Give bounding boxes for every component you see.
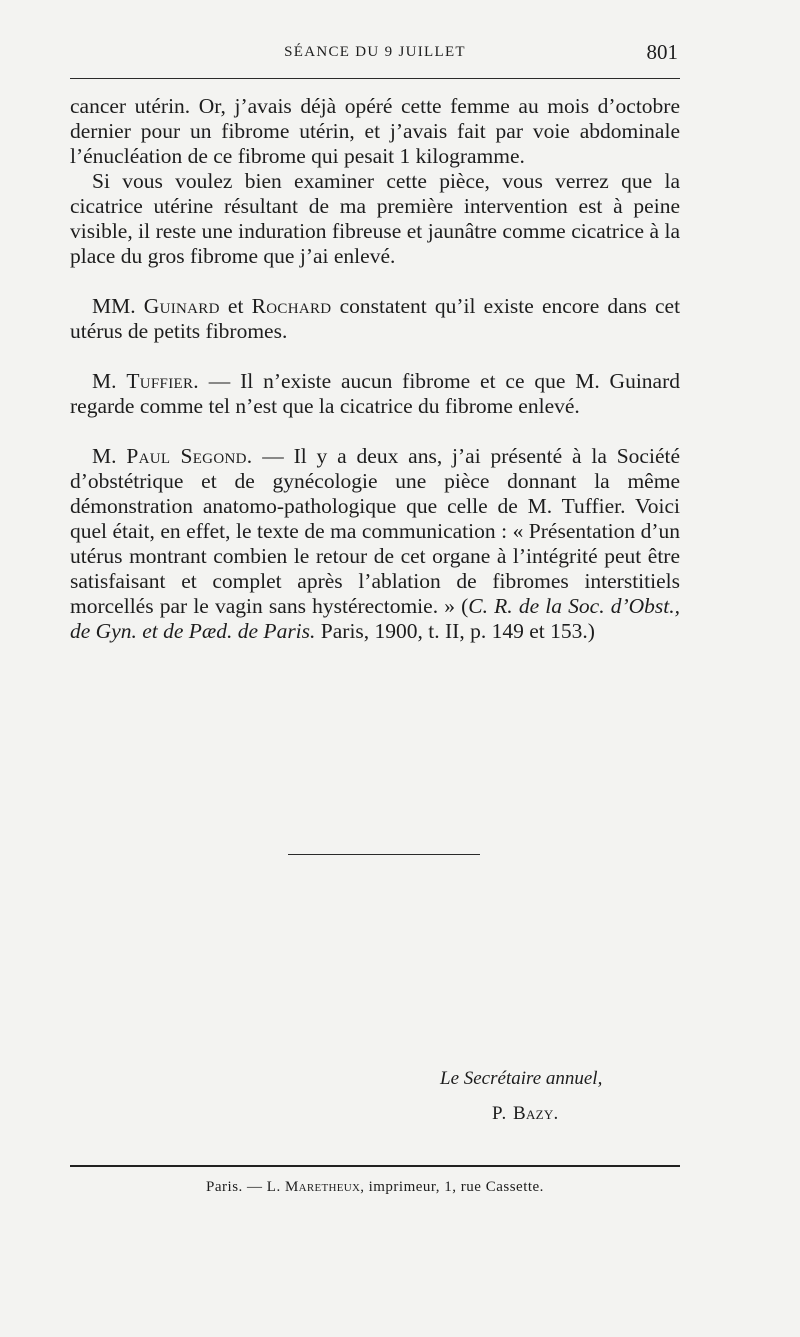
page-header: [70, 40, 680, 70]
speaker-name-guinard: Guinard: [143, 294, 220, 318]
conjunction: et: [227, 294, 244, 318]
speaker-name-segond: Paul Segond.: [126, 444, 253, 468]
printer-imprint: [70, 1179, 680, 1196]
reference-open: (: [461, 594, 469, 618]
signature-surname: Bazy.: [512, 1103, 559, 1124]
speaker-name-tuffier: Tuffier.: [126, 369, 199, 393]
imprint-printer: Maretheux,: [284, 1179, 365, 1195]
speaker-name-rochard: Rochard: [251, 294, 332, 318]
signature-block: [440, 1068, 680, 1125]
paragraph-tuffier: [70, 369, 680, 419]
signature-title: Le Secrétaire annuel,: [440, 1068, 603, 1089]
page-number: 801: [646, 40, 678, 64]
paragraph-segond: [70, 444, 680, 644]
signature-name: [440, 1103, 680, 1125]
imprint-address: imprimeur, 1, rue Cassette.: [368, 1179, 544, 1195]
section-divider: [288, 854, 480, 855]
signature-initial: P.: [492, 1103, 508, 1124]
speaker-prefix: M.: [92, 444, 117, 468]
paragraph-text: — Il n’existe aucun fibrome et ce que M. Guinard regarde comme tel n’est que la cicatrice du fibrome enlevé.: [70, 369, 680, 418]
reference-details: Paris, 1900, t. II, p. 149 et 153.): [320, 619, 595, 643]
imprint-prefix: Paris. — L.: [206, 1179, 281, 1195]
paragraph-text: — Il y a deux ans, j’ai présenté à la Société d’obstétrique et de gynécologie une pièce donnant la même démonstration anatomo-pathologique que celle de M. Tuffier. Voici quel était, en effet, le texte de ma communication : « Présentation d’un utérus montrant combien le retour de cet organe à l’intégrité peut être satisfaisant et complet après l’ablation de fibromes interstitiels morcellés par le vagin sans hystérectomie. »: [70, 444, 681, 618]
body-text: [70, 94, 680, 644]
paragraph-text: constatent qu’il existe encore dans cet utérus de petits fibromes.: [70, 294, 681, 343]
paragraph-guinard-rochard: [70, 294, 680, 344]
running-head: SÉANCE DU 9 JUILLET: [284, 44, 466, 60]
speaker-prefix: MM.: [92, 294, 136, 318]
reference-citation: C. R. de la Soc. d’Obst., de Gyn. et de Pæd. de Paris.: [70, 594, 680, 643]
speaker-prefix: M.: [92, 369, 117, 393]
header-rule: [70, 78, 680, 79]
paragraph-continuation: cancer utérin. Or, j’avais déjà opéré cette femme au mois d’octobre dernier pour un fibrome utérin, et j’avais fait par voie abdominale l’énucléation de ce fibrome qui pesait 1 kilogramme.: [70, 94, 680, 168]
paragraph-cicatrice: Si vous voulez bien examiner cette pièce, vous verrez que la cicatrice utérine résultant de ma première intervention est à peine visible, il reste une induration fibreuse et jaunâtre comme cicatrice à la place du gros fibrome que j’ai enlevé.: [70, 169, 680, 268]
footer-rule: [70, 1165, 680, 1167]
